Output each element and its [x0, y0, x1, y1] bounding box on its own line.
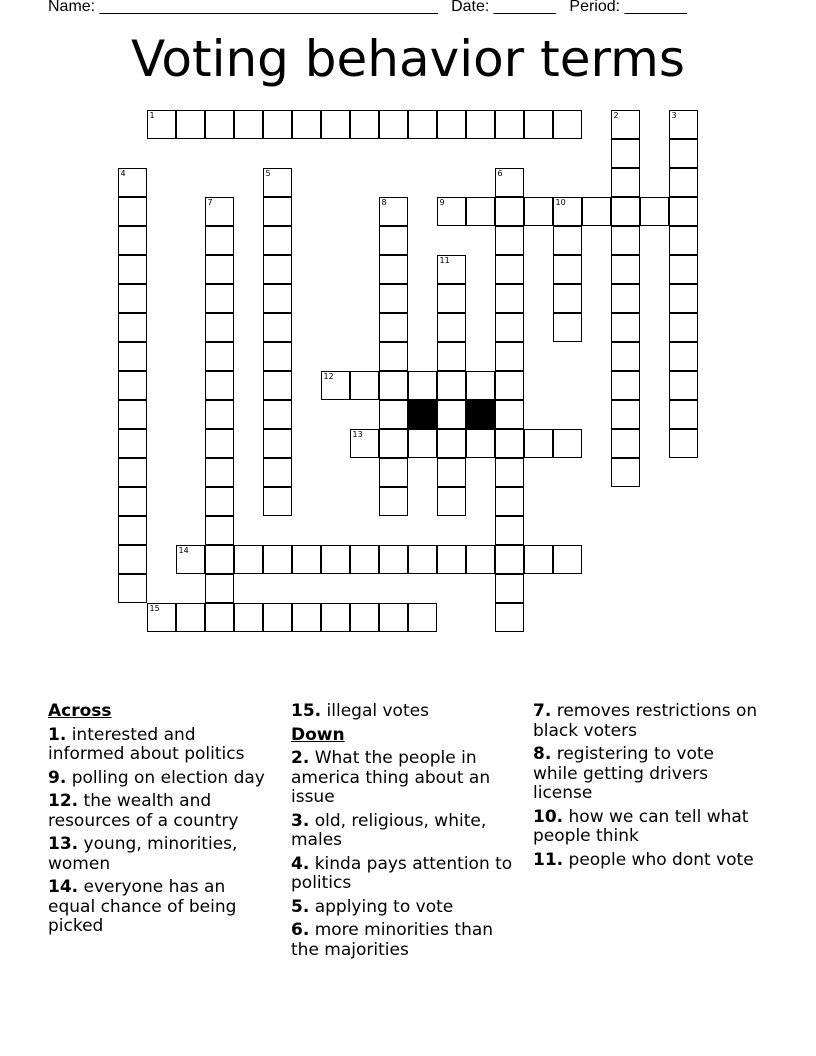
crossword-cell[interactable] [379, 197, 408, 226]
crossword-cell[interactable] [611, 139, 640, 168]
crossword-cell[interactable] [669, 400, 698, 429]
crossword-cell[interactable] [205, 487, 234, 516]
clue-number: 13 [352, 429, 363, 439]
crossword-cell[interactable] [118, 342, 147, 371]
crossword-cell[interactable] [437, 255, 466, 284]
crossword-cell[interactable] [611, 284, 640, 313]
crossword-cell[interactable] [611, 197, 640, 226]
crossword-cell[interactable] [611, 429, 640, 458]
period-blank[interactable]: _______ [624, 0, 687, 15]
crossword-cell[interactable] [553, 226, 582, 255]
crossword-cell[interactable] [437, 342, 466, 371]
crossword-cell[interactable] [263, 400, 292, 429]
crossword-cell[interactable] [611, 110, 640, 139]
crossword-cell[interactable] [176, 545, 205, 574]
crossword-cell[interactable] [263, 458, 292, 487]
clue-number: 15 [149, 603, 160, 613]
crossword-cell[interactable] [176, 110, 205, 139]
crossword-cell[interactable] [350, 545, 379, 574]
crossword-cell[interactable] [263, 342, 292, 371]
crossword-cell[interactable] [321, 371, 350, 400]
clue-across-12: 12. the wealth and resources of a country [48, 791, 239, 831]
crossword-cell[interactable] [263, 255, 292, 284]
crossword-cell[interactable] [118, 255, 147, 284]
crossword-cell[interactable] [495, 313, 524, 342]
crossword-cell[interactable] [379, 284, 408, 313]
clue-number: 3 [671, 110, 677, 120]
crossword-cell[interactable] [611, 313, 640, 342]
crossword-cell[interactable] [118, 313, 147, 342]
crossword-cell[interactable] [118, 574, 147, 603]
name-blank[interactable]: ______________________________________ [99, 0, 438, 15]
crossword-cell[interactable] [611, 400, 640, 429]
crossword-cell[interactable] [669, 313, 698, 342]
crossword-cell[interactable] [263, 371, 292, 400]
date-blank[interactable]: _______ [493, 0, 557, 15]
crossword-cell[interactable] [553, 429, 582, 458]
crossword-cell[interactable] [437, 371, 466, 400]
clue-number: 5 [265, 168, 271, 178]
clue-number: 4 [120, 168, 126, 178]
clue-across-1: 1. interested and informed about politics [48, 724, 245, 764]
crossword-cell[interactable] [118, 371, 147, 400]
crossword-cell[interactable] [611, 458, 640, 487]
date-label: Date: [451, 0, 490, 15]
crossword-cell[interactable] [495, 255, 524, 284]
crossword-cell[interactable] [408, 545, 437, 574]
crossword-cell[interactable] [379, 545, 408, 574]
crossword-cell[interactable] [408, 603, 437, 632]
crossword-cell[interactable] [640, 197, 669, 226]
crossword-cell[interactable] [669, 197, 698, 226]
crossword-cell[interactable] [205, 574, 234, 603]
crossword-cell[interactable] [118, 400, 147, 429]
crossword-cell[interactable] [582, 197, 611, 226]
crossword-cell[interactable] [147, 603, 176, 632]
crossword-cell[interactable] [205, 197, 234, 226]
crossword-cell[interactable] [669, 168, 698, 197]
period-label: Period: [569, 0, 621, 15]
crossword-cell[interactable] [669, 226, 698, 255]
crossword-cell[interactable] [437, 400, 466, 429]
crossword-cell[interactable] [379, 429, 408, 458]
crossword-cell[interactable] [553, 197, 582, 226]
crossword-cell[interactable] [263, 487, 292, 516]
clue-across-9: 9. polling on election day [48, 767, 265, 788]
crossword-cell[interactable] [495, 371, 524, 400]
crossword-cell[interactable] [495, 545, 524, 574]
clue-number: 6 [497, 168, 503, 178]
clue-number: 2 [613, 110, 619, 120]
crossword-cell[interactable] [379, 603, 408, 632]
crossword-cell[interactable] [379, 400, 408, 429]
clue-number: 9 [439, 197, 445, 207]
crossword-cell[interactable] [205, 110, 234, 139]
crossword-cell[interactable] [118, 429, 147, 458]
crossword-cell[interactable] [263, 284, 292, 313]
clue-number: 12 [323, 371, 334, 381]
crossword-cell[interactable] [524, 545, 553, 574]
crossword-cell[interactable] [118, 197, 147, 226]
crossword-cell[interactable] [495, 603, 524, 632]
crossword-cell[interactable] [437, 545, 466, 574]
crossword-cell[interactable] [234, 603, 263, 632]
black-square [408, 400, 437, 429]
crossword-cell[interactable] [553, 255, 582, 284]
crossword-cell[interactable] [524, 197, 553, 226]
crossword-cell[interactable] [321, 545, 350, 574]
crossword-cell[interactable] [118, 458, 147, 487]
crossword-cell[interactable] [611, 168, 640, 197]
crossword-cell[interactable] [350, 429, 379, 458]
crossword-cell[interactable] [379, 313, 408, 342]
clue-number: 1 [149, 110, 155, 120]
crossword-cell[interactable] [379, 342, 408, 371]
crossword-cell[interactable] [495, 197, 524, 226]
crossword-cell[interactable] [437, 284, 466, 313]
crossword-cell[interactable] [437, 110, 466, 139]
crossword-cell[interactable] [553, 313, 582, 342]
crossword-cell[interactable] [495, 487, 524, 516]
crossword-cell[interactable] [118, 168, 147, 197]
crossword-cell[interactable] [263, 197, 292, 226]
crossword-cell[interactable] [495, 342, 524, 371]
crossword-cell[interactable] [205, 458, 234, 487]
crossword-cell[interactable] [466, 545, 495, 574]
crossword-cell[interactable] [466, 197, 495, 226]
crossword-cell[interactable] [263, 429, 292, 458]
crossword-cell[interactable] [669, 110, 698, 139]
crossword-cell[interactable] [263, 545, 292, 574]
crossword-cell[interactable] [205, 371, 234, 400]
crossword-cell[interactable] [292, 603, 321, 632]
clue-down-8: 8. registering to vote while getting drivers license [533, 744, 715, 803]
crossword-cell[interactable] [292, 545, 321, 574]
clue-down-10: 10. how we can tell what people think [533, 806, 749, 846]
clue-down-4: 4. kinda pays attention to politics [291, 853, 513, 893]
clue-column-1 [48, 702, 273, 941]
clue-across-14: 14. everyone has an equal chance of being picked [48, 877, 237, 936]
crossword-cell[interactable] [234, 110, 263, 139]
crossword-cell[interactable] [669, 139, 698, 168]
crossword-cell[interactable] [118, 284, 147, 313]
crossword-cell[interactable] [611, 226, 640, 255]
crossword-cell[interactable] [437, 487, 466, 516]
crossword-cell[interactable] [669, 255, 698, 284]
crossword-cell[interactable] [205, 255, 234, 284]
clue-down-3: 3. old, religious, white, males [291, 810, 487, 850]
clue-down-5: 5. applying to vote [291, 896, 454, 917]
crossword-cell[interactable] [437, 458, 466, 487]
crossword-cell[interactable] [611, 342, 640, 371]
crossword-cell[interactable] [350, 371, 379, 400]
crossword-cell[interactable] [379, 110, 408, 139]
clue-down-11: 11. people who dont vote [533, 849, 754, 870]
clue-down-6: 6. more minorities than the majorities [291, 920, 494, 960]
crossword-cell[interactable] [292, 110, 321, 139]
clue-column-2 [291, 702, 516, 964]
crossword-cell[interactable] [611, 371, 640, 400]
crossword-cell[interactable] [118, 516, 147, 545]
crossword-cell[interactable] [495, 429, 524, 458]
crossword-cell[interactable] [553, 545, 582, 574]
crossword-cell[interactable] [205, 313, 234, 342]
crossword-cell[interactable] [263, 226, 292, 255]
crossword-cell[interactable] [205, 516, 234, 545]
down-heading: Down [291, 724, 345, 745]
crossword-cell[interactable] [553, 284, 582, 313]
crossword-cell[interactable] [495, 516, 524, 545]
crossword-cell[interactable] [495, 400, 524, 429]
crossword-cell[interactable] [553, 110, 582, 139]
crossword-cell[interactable] [495, 168, 524, 197]
crossword-cell[interactable] [669, 284, 698, 313]
crossword-cell[interactable] [321, 110, 350, 139]
crossword-cell[interactable] [118, 487, 147, 516]
clue-across-15: 15. illegal votes [291, 701, 429, 721]
crossword-cell[interactable] [524, 429, 553, 458]
crossword-cell[interactable] [176, 603, 205, 632]
crossword-cell[interactable] [466, 110, 495, 139]
crossword-cell[interactable] [379, 226, 408, 255]
crossword-cell[interactable] [495, 226, 524, 255]
crossword-cell[interactable] [379, 371, 408, 400]
crossword-cell[interactable] [408, 110, 437, 139]
crossword-cell[interactable] [205, 545, 234, 574]
clue-number: 14 [178, 545, 189, 555]
crossword-cell[interactable] [321, 603, 350, 632]
crossword-cell[interactable] [408, 371, 437, 400]
crossword-cell[interactable] [263, 603, 292, 632]
crossword-cell[interactable] [379, 255, 408, 284]
crossword-cell[interactable] [205, 226, 234, 255]
crossword-cell[interactable] [205, 400, 234, 429]
crossword-cell[interactable] [495, 458, 524, 487]
clue-number: 7 [207, 197, 213, 207]
crossword-cell[interactable] [118, 226, 147, 255]
crossword-cell[interactable] [263, 110, 292, 139]
crossword-cell[interactable] [437, 197, 466, 226]
crossword-cell[interactable] [205, 284, 234, 313]
crossword-cell[interactable] [147, 110, 176, 139]
crossword-cell[interactable] [205, 429, 234, 458]
clue-down-2: 2. What the people in america thing about an issue [291, 748, 491, 807]
crossword-cell[interactable] [495, 110, 524, 139]
crossword-cell[interactable] [669, 371, 698, 400]
clue-number: 10 [555, 197, 566, 207]
crossword-cell[interactable] [263, 313, 292, 342]
crossword-cell[interactable] [205, 603, 234, 632]
clue-number: 8 [381, 197, 387, 207]
clue-down-7: 7. removes restrictions on black voters [533, 701, 758, 741]
crossword-cell[interactable] [379, 458, 408, 487]
clue-across-13: 13. young, minorities, women [48, 834, 238, 874]
crossword-cell[interactable] [495, 574, 524, 603]
crossword-cell[interactable] [408, 429, 437, 458]
crossword-cell[interactable] [669, 342, 698, 371]
name-label: Name: [48, 0, 96, 15]
crossword-cell[interactable] [379, 487, 408, 516]
crossword-cell[interactable] [437, 313, 466, 342]
clue-number: 11 [439, 255, 450, 265]
crossword-cell[interactable] [669, 429, 698, 458]
crossword-cell[interactable] [263, 168, 292, 197]
crossword-cell[interactable] [495, 284, 524, 313]
crossword-cell[interactable] [350, 603, 379, 632]
crossword-cell[interactable] [205, 342, 234, 371]
crossword-cell[interactable] [611, 255, 640, 284]
crossword-cell[interactable] [466, 429, 495, 458]
crossword-cell[interactable] [524, 110, 553, 139]
crossword-cell[interactable] [437, 429, 466, 458]
crossword-cell[interactable] [118, 545, 147, 574]
clue-column-3 [533, 702, 758, 874]
crossword-cell[interactable] [466, 371, 495, 400]
page-title: Voting behavior terms [131, 30, 685, 88]
crossword-cell[interactable] [350, 110, 379, 139]
crossword-cell[interactable] [234, 545, 263, 574]
across-heading: Across [48, 701, 112, 721]
black-square [466, 400, 495, 429]
